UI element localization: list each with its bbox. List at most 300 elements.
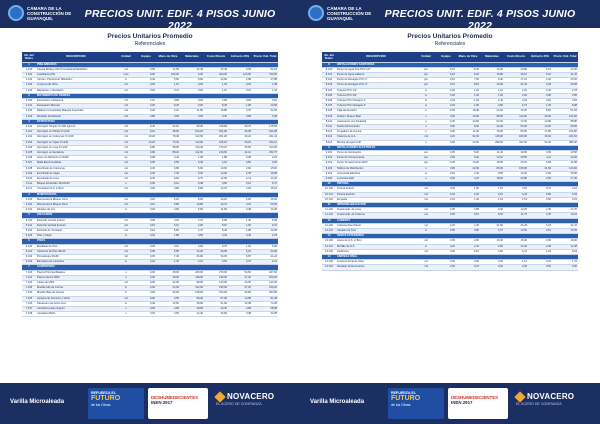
table-cell: 0,05	[436, 213, 456, 218]
rubro-code: 9.101	[322, 156, 336, 161]
table-cell: 61,90	[204, 301, 228, 306]
table-cell: 4,60	[456, 239, 480, 244]
rubro-description: Cisterna de H.A.	[336, 135, 416, 140]
column-header: Indirecto 20%	[528, 52, 552, 62]
table-cell: 0,60	[156, 114, 180, 119]
table-cell: 20,52	[552, 78, 578, 83]
rubro-code: 8.111	[322, 124, 336, 129]
table-cell: m2	[116, 296, 136, 301]
table-cell: 0,05	[136, 249, 156, 254]
table-cell: 5,70	[180, 176, 204, 181]
column-header: Indirecto 20%	[228, 52, 252, 62]
table-cell: 26,00	[156, 291, 180, 296]
table-cell: 50,00	[504, 124, 528, 129]
novacero-title	[216, 392, 292, 401]
rubro-description: Pintura Exterior	[336, 192, 416, 197]
table-cell: 3,20	[136, 109, 156, 114]
table-cell: 3,76	[228, 109, 252, 114]
table-cell: 5,90	[156, 176, 180, 181]
table-cell: m2	[116, 161, 136, 166]
rubro-description: Luminaria LED	[336, 176, 416, 181]
table-cell: 98,00	[480, 114, 504, 119]
table-cell: 12,40	[180, 312, 204, 317]
table-cell: 4,11	[528, 156, 552, 161]
ad-deshumedecientes[interactable]	[448, 388, 508, 419]
rubro-code: 7.103	[22, 286, 36, 291]
table-cell: 89,00	[504, 130, 528, 135]
table-cell: 2,78	[252, 234, 278, 239]
rubro-code: 5.101	[22, 223, 36, 228]
rubro-description: Punto de Desagüe PVC 4"	[336, 83, 416, 88]
table-cell: 0,10	[136, 229, 156, 234]
table-cell: 0,00	[180, 114, 204, 119]
table-cell: 144,00	[252, 281, 278, 286]
right-sheet-heading	[300, 33, 600, 47]
rubro-description: Punto de Agua Caliente	[336, 72, 416, 77]
rubro-description: Hormigón en Columnas f'c=240	[36, 135, 116, 140]
table-cell: 0,01	[436, 197, 456, 202]
rubro-code: 8.101	[322, 72, 336, 77]
table-cell: 12,70	[204, 187, 228, 192]
table-cell: 234,12	[252, 140, 278, 145]
table-cell: 13,00	[204, 166, 228, 171]
table-cell: 8,10	[204, 223, 228, 228]
rubro-description: Mampostería Bloque 15cm	[36, 202, 116, 207]
table-cell: m	[116, 286, 136, 291]
table-cell: m3	[116, 150, 136, 155]
table-cell: 0,05	[436, 156, 456, 161]
rubro-code: 6.101	[22, 249, 36, 254]
table-cell: 3,06	[528, 239, 552, 244]
table-cell: 110,40	[180, 145, 204, 150]
rubro-description: MOVIMIENTO DE TIERRAS	[36, 93, 116, 98]
table-cell: m3	[116, 124, 136, 129]
table-cell: 2,32	[204, 234, 228, 239]
rubro-description: Hormigón en Losa f'c=240	[36, 145, 116, 150]
rubro-description: Lavamanos con Pedestal	[336, 119, 416, 124]
table-cell: 20,80	[504, 67, 528, 72]
table-cell: m2	[116, 229, 136, 234]
table-cell: 2,41	[228, 176, 252, 181]
table-cell: m3	[116, 135, 136, 140]
rubro-code: 6.102	[22, 255, 36, 260]
table-cell: 24,66	[552, 156, 578, 161]
table-cell: 1,40	[228, 218, 252, 223]
table-cell: 2,45	[528, 208, 552, 213]
table-cell: m3	[116, 109, 136, 114]
table-cell: 0,05	[436, 161, 456, 166]
table-cell: m2	[116, 197, 136, 202]
table-cell: 6,70	[504, 249, 528, 254]
table-cell: kg	[116, 156, 136, 161]
table-cell: 154,00	[204, 291, 228, 296]
table-cell: 0,05	[136, 161, 156, 166]
table-cell: 3,10	[456, 213, 480, 218]
table-cell: 0,85	[156, 98, 180, 103]
table-cell: 2,80	[456, 208, 480, 213]
table-cell: 0,10	[436, 67, 456, 72]
table-cell: 7,40	[156, 171, 180, 176]
table-cell: 24,00	[156, 286, 180, 291]
chamber-logo-icon	[308, 5, 324, 21]
table-cell: 5,80	[156, 202, 180, 207]
rubro-code: 8.100	[322, 67, 336, 72]
table-cell: m2	[116, 83, 136, 88]
rubro-description: LIMPIEZA FINAL	[336, 255, 416, 260]
table-cell: 9,40	[480, 78, 504, 83]
table-cell: 10,80	[180, 202, 204, 207]
novacero-tagline: EL ACERO DE CONFIANZA	[216, 402, 262, 406]
table-cell: m2	[116, 187, 136, 192]
table-cell: 112,00	[180, 286, 204, 291]
table-cell: 2,98	[228, 78, 252, 83]
table-cell: 98,30	[180, 124, 204, 129]
rubro-description: Masillado de Piso	[36, 244, 116, 249]
rubro-code: 14.101	[322, 265, 336, 270]
rubro-code: 10.100	[322, 187, 336, 192]
table-cell: 4,01	[228, 249, 252, 254]
novacero-title	[516, 392, 592, 401]
table-cell: 12,25	[504, 208, 528, 213]
table-cell: m	[116, 291, 136, 296]
table-cell: 3,54	[252, 98, 278, 103]
table-cell: m2	[116, 281, 136, 286]
table-cell: 0,30	[136, 171, 156, 176]
table-cell: 4,20	[436, 135, 456, 140]
table-cell: 4,92	[252, 161, 278, 166]
table-cell: 5,10	[156, 197, 180, 202]
table-cell: 3,01	[552, 197, 578, 202]
table-cell: 3,96	[552, 265, 578, 270]
table-cell: u	[116, 275, 136, 280]
table-cell: 14,10	[552, 213, 578, 218]
table-cell: 12,30	[480, 67, 504, 72]
table-cell: 1,60	[456, 98, 480, 103]
rubro-code: 5.102	[22, 229, 36, 234]
table-cell: 8,40	[456, 156, 480, 161]
table-cell: 48,90	[180, 301, 204, 306]
table-cell: 0,02	[436, 260, 456, 265]
table-cell: 0,00	[180, 83, 204, 88]
ad-refuerza-line1: REFUERZA EL	[391, 391, 417, 395]
table-cell: 0,72	[156, 88, 180, 93]
column-header: Costo Directo	[504, 52, 528, 62]
rubro-description: IMPERMEABILIZACIÓN	[336, 202, 416, 207]
rubro-description: PINTURA	[336, 182, 416, 187]
table-cell: m2	[416, 260, 436, 265]
table-cell: 0,08	[136, 218, 156, 223]
table-cell: 0,00	[436, 130, 456, 135]
table-cell: 4,16	[528, 67, 552, 72]
rubro-description: Puerta Interior MDF	[36, 275, 116, 280]
table-cell: 15,30	[504, 239, 528, 244]
table-cell: 1,60	[480, 187, 504, 192]
table-cell: 8,08	[552, 104, 578, 109]
table-cell: 12,48	[552, 244, 578, 249]
table-cell: 24,00	[228, 281, 252, 286]
rubro-code: 8.107	[322, 104, 336, 109]
table-cell: 0,20	[436, 223, 456, 228]
table-cell: pto	[416, 161, 436, 166]
table-cell: 31,32	[552, 72, 578, 77]
rubro-code: 9.103	[322, 166, 336, 171]
table-cell: 5,90	[180, 166, 204, 171]
rubro-description: Canalón de Tool	[336, 229, 416, 234]
ad-deshumedecientes[interactable]	[148, 388, 208, 419]
rubro-code: 6	[22, 239, 36, 244]
novacero-tagline: EL ACERO DE CONFIANZA	[516, 402, 562, 406]
table-cell: 34,35	[204, 255, 228, 260]
table-cell: u	[116, 312, 136, 317]
column-header: Materiales	[180, 52, 204, 62]
column-header: Mano de Obra	[456, 52, 480, 62]
table-cell: 18,40	[456, 109, 480, 114]
rubro-description: CUBIERTA	[336, 218, 416, 223]
rubro-code: 7.108	[22, 312, 36, 317]
ad-refuerza[interactable]	[388, 388, 444, 419]
table-cell: 16,68	[252, 171, 278, 176]
table-cell: 12,38	[228, 301, 252, 306]
rubro-description: Dinteles de H.A.	[36, 208, 116, 213]
column-header: Equipo	[136, 52, 156, 62]
ad-refuerza[interactable]	[88, 388, 144, 419]
table-cell: 195,10	[204, 140, 228, 145]
rubro-code: 7.106	[22, 301, 36, 306]
table-cell: 132,00	[552, 114, 578, 119]
table-cell: m2	[116, 255, 136, 260]
table-cell: 1,90	[456, 104, 480, 109]
chamber-logo-text: CÁMARA DE LA CONSTRUCCIÓN DE GUAYAQUIL	[27, 5, 72, 21]
table-cell: 108,00	[504, 166, 528, 171]
table-cell: 0,05	[436, 229, 456, 234]
table-cell: 2,80	[456, 229, 480, 234]
rubro-description: Limpieza Final de Obra	[336, 260, 416, 265]
rubro-description: Desalojo de Escombros	[336, 265, 416, 270]
table-cell: 48,60	[156, 130, 180, 135]
table-cell: 118,00	[180, 275, 204, 280]
table-cell: 0,89	[528, 192, 552, 197]
rubro-code: 5.103	[22, 234, 36, 239]
table-cell: 20,55	[504, 156, 528, 161]
table-cell: u	[416, 109, 436, 114]
table-cell: 9,80	[480, 171, 504, 176]
table-cell: 22,80	[504, 176, 528, 181]
table-cell: 2,78	[228, 171, 252, 176]
table-cell: 7,40	[156, 255, 180, 260]
rubro-description: Acera de H.S. e=8cm	[336, 239, 416, 244]
table-cell: m2	[116, 249, 136, 254]
table-cell: 60,00	[552, 124, 578, 129]
table-cell: 58,40	[180, 296, 204, 301]
rubro-code: 7.107	[22, 307, 36, 312]
rubro-description: Bomba de Agua 1HP	[336, 140, 416, 145]
table-cell: 8,04	[552, 249, 578, 254]
table-cell: 16,90	[204, 312, 228, 317]
rubro-description: INSTALACIONES ELÉCTRICAS	[336, 145, 416, 150]
rubro-code: 12.100	[322, 223, 336, 228]
table-cell: 15,24	[252, 187, 278, 192]
table-cell: 0,10	[136, 197, 156, 202]
rubro-code: 7.104	[22, 291, 36, 296]
rubro-code: 8.103	[322, 83, 336, 88]
table-cell: 327,60	[252, 270, 278, 275]
table-cell: 0,50	[528, 197, 552, 202]
table-cell: 184,80	[252, 291, 278, 296]
ad-novacero[interactable]	[216, 392, 292, 416]
table-cell: 0,00	[136, 182, 156, 187]
table-cell: 9,40	[480, 208, 504, 213]
table-cell: 0,12	[228, 182, 252, 187]
table-cell: 0,20	[136, 208, 156, 213]
table-cell: pto	[416, 83, 436, 88]
rubro-description: Encofrado de Vigas	[36, 171, 116, 176]
rubro-code: 8.108	[322, 109, 336, 114]
column-header: Precio Unit. Total	[252, 52, 278, 62]
rubro-code: 7.100	[22, 270, 36, 275]
table-cell: 9,20	[456, 72, 480, 77]
table-cell: 5,60	[156, 78, 180, 83]
table-cell: m3	[116, 130, 136, 135]
rubro-description: Tubería PVC Desagüe 2"	[336, 98, 416, 103]
table-cell: 2,70	[180, 218, 204, 223]
table-cell: 3,34	[228, 202, 252, 207]
table-cell: 1,15	[204, 83, 228, 88]
table-cell: 4,68	[228, 307, 252, 312]
right-subheading: Referenciales	[434, 41, 466, 47]
rubro-description: Punto de Agua Fría PVC 1/2"	[336, 67, 416, 72]
table-cell: 0,38	[228, 156, 252, 161]
ad-deshum-line1: DESHUMEDECIENTES	[151, 395, 199, 400]
rubro-code: 3.110	[22, 176, 36, 181]
table-cell: 273,00	[204, 270, 228, 275]
rubro-code: 2.101	[22, 104, 36, 109]
table-cell: 110,00	[504, 114, 528, 119]
table-cell: 0,50	[136, 67, 156, 72]
table-cell: 128,00	[180, 291, 204, 296]
table-cell: 13,58	[228, 296, 252, 301]
ad-refuerza-line3: de tus Obras	[391, 403, 411, 407]
table-cell: u	[416, 130, 436, 135]
table-cell: 0,68	[228, 114, 252, 119]
table-cell: 2,10	[180, 260, 204, 265]
table-cell: 62,40	[456, 135, 480, 140]
table-cell: m2	[416, 208, 436, 213]
table-cell: 13,20	[480, 83, 504, 88]
table-cell: 12,10	[480, 156, 504, 161]
table-cell: 620,00	[156, 72, 180, 77]
table-cell: 54,60	[228, 270, 252, 275]
table-cell: m2	[116, 171, 136, 176]
table-cell: 4,10	[204, 161, 228, 166]
table-cell: mes	[116, 72, 136, 77]
rubro-description: Excavación a Máquina	[36, 98, 116, 103]
table-cell: 8,40	[456, 67, 480, 72]
table-cell: 0,03	[436, 104, 456, 109]
table-cell: 12,50	[156, 67, 180, 72]
table-cell: 0,00	[436, 124, 456, 129]
rubro-code: 5	[22, 213, 36, 218]
table-cell: 11,40	[480, 150, 504, 155]
ad-refuerza-line2: FUTURO	[391, 395, 421, 402]
table-cell: 0,05	[136, 244, 156, 249]
table-cell: 8,90	[180, 78, 204, 83]
rubro-description: Enlucido de Tumbado	[36, 229, 116, 234]
table-cell: 24,00	[456, 140, 480, 145]
rubro-description: Limpieza de Obra	[36, 83, 116, 88]
footer-ad-left	[0, 383, 300, 424]
table-cell: 0,10	[136, 223, 156, 228]
table-cell: 0,00	[180, 104, 204, 109]
table-cell: 72,30	[156, 140, 180, 145]
table-cell: 1,15	[228, 244, 252, 249]
rubro-code: 3.106	[22, 156, 36, 161]
table-cell: 1,10	[204, 88, 228, 93]
table-cell: 1,10	[480, 88, 504, 93]
table-cell: 120,00	[204, 281, 228, 286]
table-cell: 0,00	[136, 312, 156, 317]
table-cell: m3	[116, 98, 136, 103]
table-cell: m3	[416, 135, 436, 140]
table-cell: 41,22	[252, 255, 278, 260]
rubro-code: 4.102	[22, 208, 36, 213]
ad-refuerza-line1: REFUERZA EL	[91, 391, 117, 395]
column-header: No. del Rubro	[22, 52, 36, 62]
table-cell: 6,90	[180, 208, 204, 213]
table-cell: 18,90	[180, 307, 204, 312]
table-cell: 0,81	[528, 98, 552, 103]
table-cell: 0,22	[228, 88, 252, 93]
rubro-code: 10	[322, 182, 336, 187]
table-cell: 8,40	[204, 229, 228, 234]
table-cell: 214,92	[252, 145, 278, 150]
table-cell: 4,56	[528, 176, 552, 181]
table-cell: 39,02	[228, 140, 252, 145]
table-cell: m2	[416, 213, 436, 218]
rubro-code: 8.109	[322, 114, 336, 119]
rubro-code: 13	[322, 234, 336, 239]
table-row	[22, 312, 278, 317]
table-cell: 86,00	[480, 166, 504, 171]
table-cell: 2,10	[456, 249, 480, 254]
table-cell: 21,60	[528, 166, 552, 171]
table-cell: 4,80	[156, 208, 180, 213]
table-cell: 9,70	[480, 229, 504, 234]
table-cell: 4,84	[552, 98, 578, 103]
table-cell: m3	[116, 145, 136, 150]
table-cell: 0,00	[436, 176, 456, 181]
rubro-code: 4.101	[22, 202, 36, 207]
rubro-code: 11.100	[322, 208, 336, 213]
table-cell: 4,20	[456, 176, 480, 181]
column-header: Mano de Obra	[156, 52, 180, 62]
table-cell: 5,24	[528, 223, 552, 228]
table-cell: 0,70	[528, 187, 552, 192]
table-cell: 12,00	[456, 114, 480, 119]
table-cell: m2	[416, 239, 436, 244]
rubro-code: 11.101	[322, 213, 336, 218]
ad-novacero[interactable]	[516, 392, 592, 416]
table-cell: 40,24	[228, 135, 252, 140]
table-cell: m3	[116, 104, 136, 109]
table-cell: 5,10	[156, 223, 180, 228]
rubro-description: Fregadero de Cocina	[336, 130, 416, 135]
table-cell: 0,00	[136, 281, 156, 286]
table-cell: 3,93	[528, 150, 552, 155]
right-table-header	[322, 52, 578, 62]
rubro-description: Acero de Refuerzo fy=4200	[36, 156, 116, 161]
rubro-code: 12	[322, 218, 336, 223]
header-right	[300, 0, 600, 32]
